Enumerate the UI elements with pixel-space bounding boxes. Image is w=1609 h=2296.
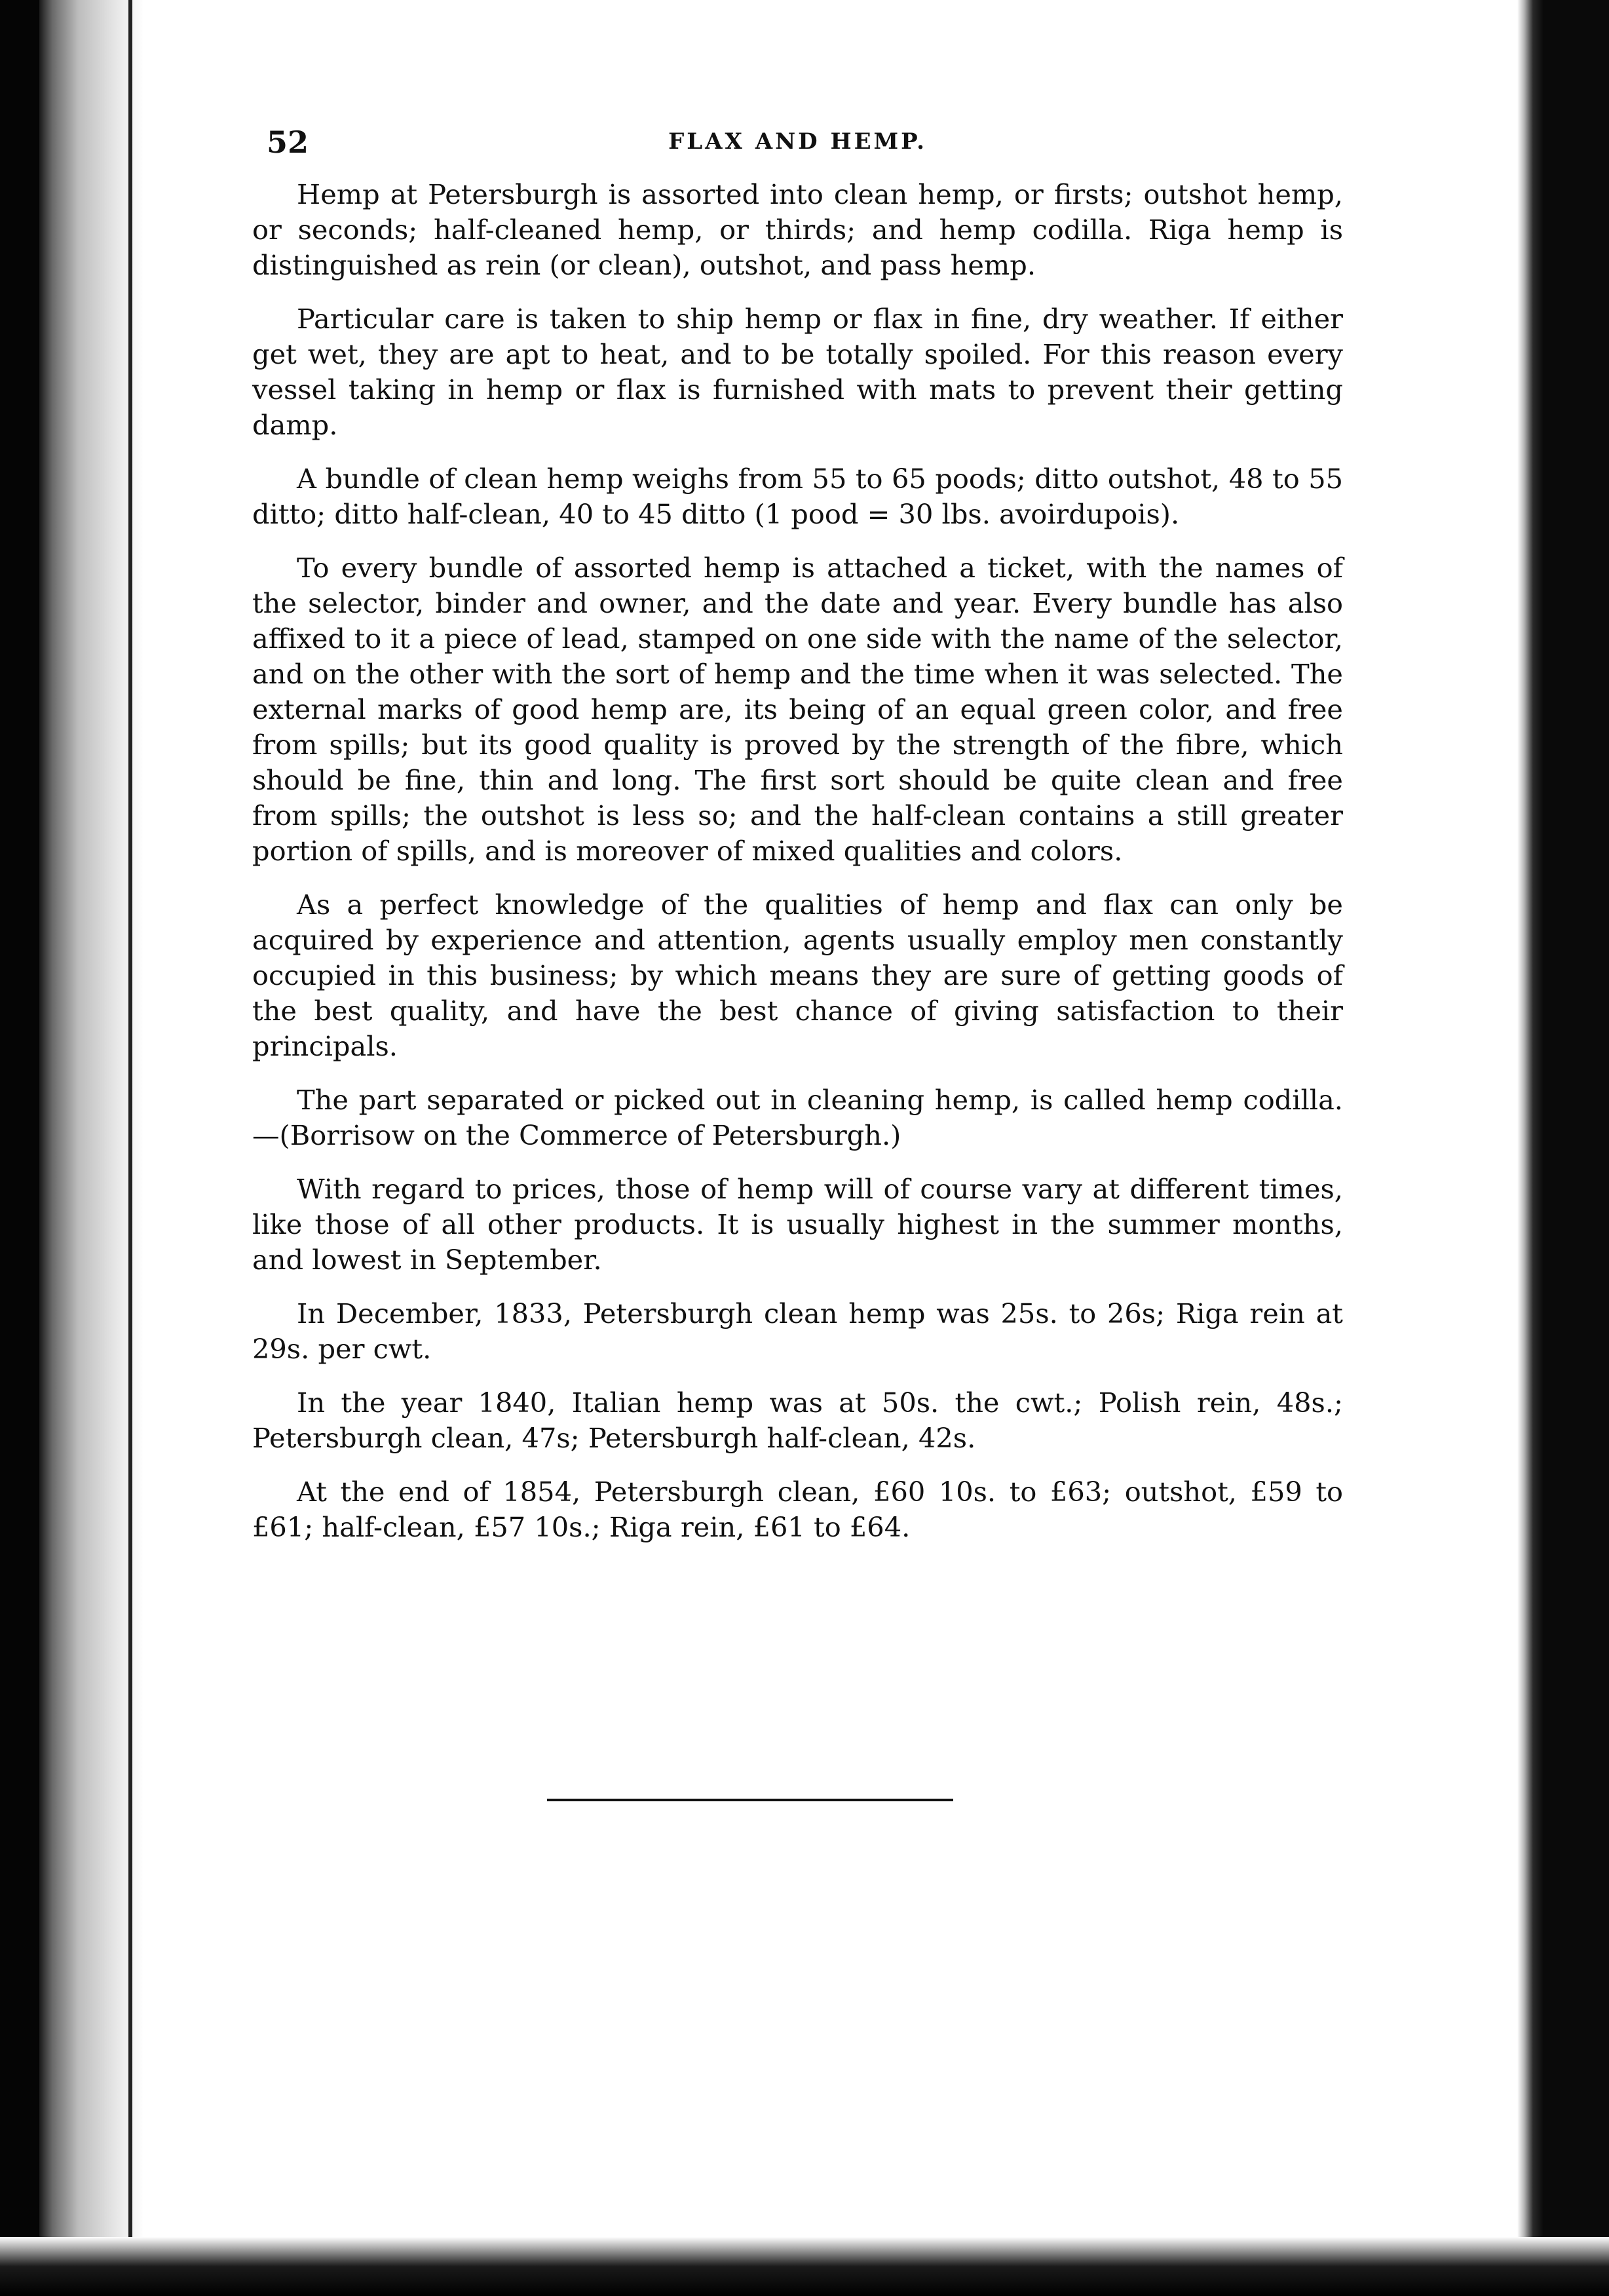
book-page: [252, 124, 1343, 1563]
running-title: FLAX AND HEMP.: [668, 128, 927, 155]
paragraph-prices-1854: At the end of 1854, Petersburgh clean, £60 10s. to £63; outshot, £59 to £61; half-clean, £57 10s.; Riga rein, £61 to £64.: [252, 1476, 1343, 1543]
paragraph-shipping-care: Particular care is taken to ship hemp or flax in fine, dry weather. If either get wet, they are apt to heat, and to be totally spoiled. For this reason every vessel taking in hemp or flax is furnished with mats to prevent their getting damp.: [252, 303, 1343, 441]
scan-left-edge: [0, 0, 39, 2296]
paragraph-prices: With regard to prices, those of hemp will of course vary at different times, like those of all other products. It is usually highest in the summer months, and lowest in September.: [252, 1173, 1343, 1276]
paragraph-hemp-codilla: The part separated or picked out in cleaning hemp, is called hemp codilla. —(Borrisow on the Commerce of Petersburgh.): [252, 1084, 1343, 1151]
section-end-rule: [547, 1799, 953, 1801]
running-head: [252, 124, 1343, 164]
scan-bottom-edge: [0, 2237, 1609, 2296]
paragraph-hemp-assortment: Hemp at Petersburgh is assorted into clean hemp, or firsts; outshot hemp, or seconds; half-cleaned hemp, or thirds; and hemp codilla. Riga hemp is distinguished as rein (or clean), outshot, and pass hemp.: [252, 178, 1343, 281]
page-number: 52: [267, 124, 309, 160]
paragraph-knowledge: As a perfect knowledge of the qualities of hemp and flax can only be acquired by experience and attention, agents usually employ men constantly occupied in this business; by which means they are sure of getting goods of the best quality, and have the best chance of giving satisfaction to their principals.: [252, 889, 1343, 1062]
paragraph-prices-1840: In the year 1840, Italian hemp was at 50s. the cwt.; Polish rein, 48s.; Petersburgh clean, 47s; Petersburgh half-clean, 42s.: [252, 1387, 1343, 1454]
gutter-line: [128, 0, 132, 2296]
scan-right-edge: [1517, 0, 1609, 2296]
paragraph-bundle-ticket: To every bundle of assorted hemp is attached a ticket, with the names of the selector, binder and owner, and the date and year. Every bundle has also affixed to it a piece of lead, stamped on one side with the name of the selector, and on the other with the sort of hemp and the time when it was selected. The external marks of good hemp are, its being of an equal green color, and free from spills; but its good quality is proved by the strength of the fibre, which should be fine, thin and long. The first sort should be quite clean and free from spills; the outshot is less so; and the half-clean contains a still greater portion of spills, and is moreover of mixed qualities and colors.: [252, 552, 1343, 867]
paragraph-prices-1833: In December, 1833, Petersburgh clean hemp was 25s. to 26s; Riga rein at 29s. per cwt.: [252, 1297, 1343, 1365]
paragraph-bundle-weights: A bundle of clean hemp weighs from 55 to 65 poods; ditto outshot, 48 to 55 ditto; ditto half-clean, 40 to 45 ditto (1 pood = 30 lbs. avoirdupois).: [252, 463, 1343, 530]
